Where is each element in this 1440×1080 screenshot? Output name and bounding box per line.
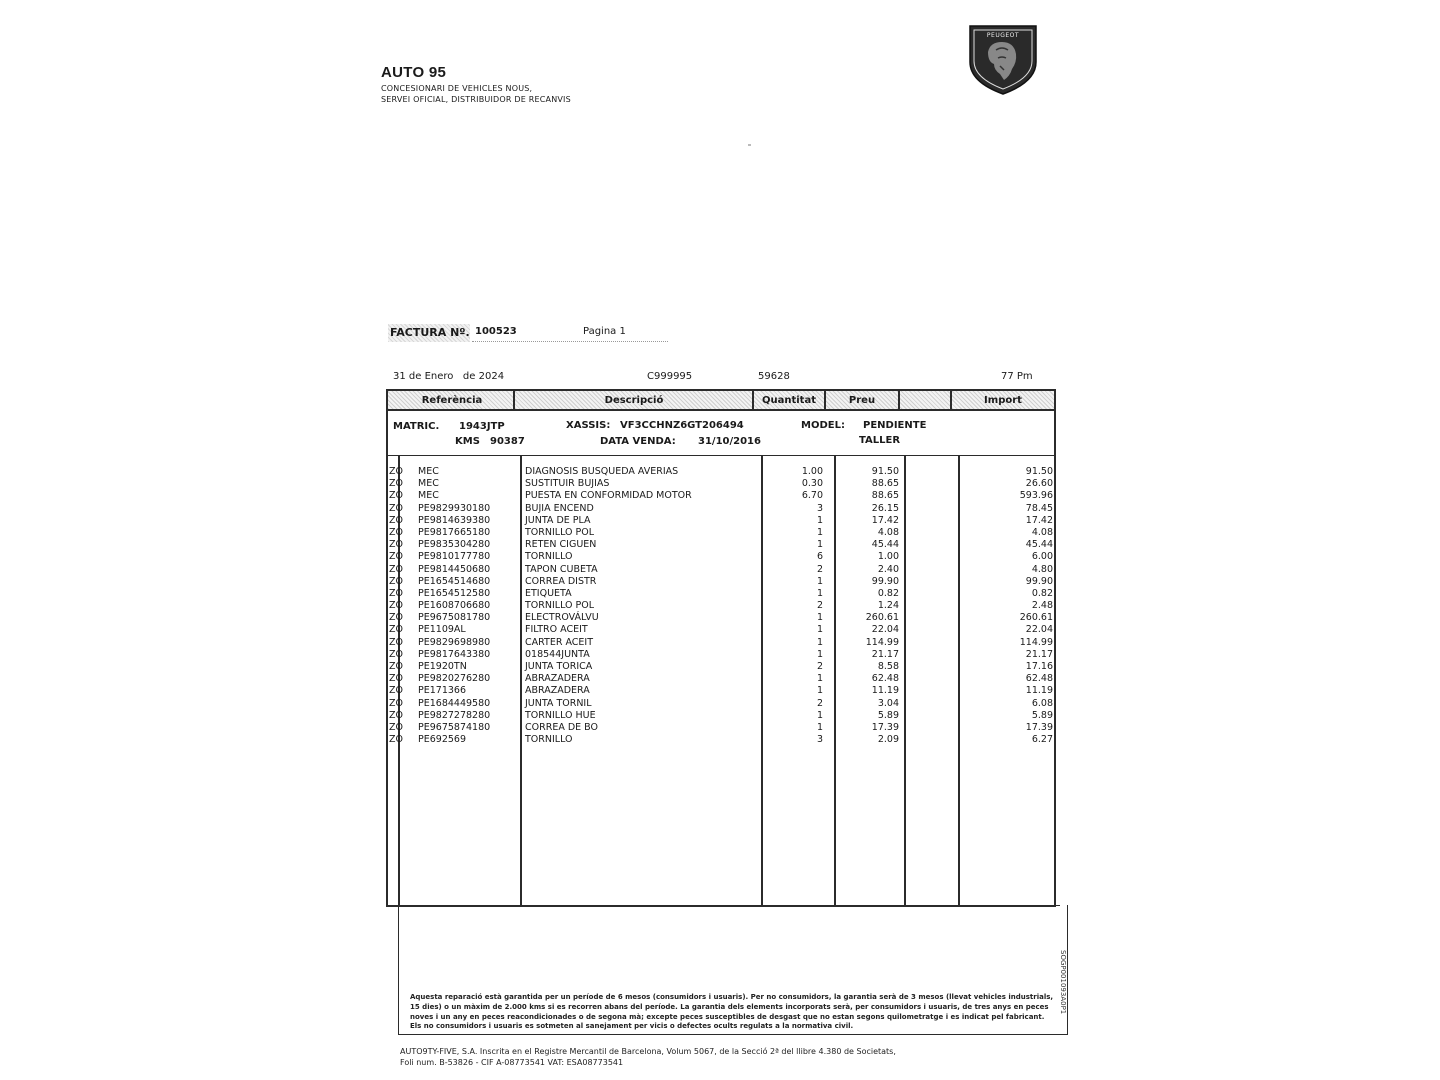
row-price: 0.82 [877, 587, 899, 599]
row-quantity: 2 [816, 600, 823, 612]
row-zone: ZO [389, 514, 403, 526]
row-price: 26.15 [871, 502, 899, 514]
row-quantity: 1 [816, 526, 823, 538]
row-price: 88.65 [871, 478, 899, 490]
row-quantity: 1 [816, 539, 823, 551]
side-code: SOGP001093A0P1 [1059, 950, 1067, 1015]
row-amount: 22.04 [1025, 624, 1053, 636]
table-row [389, 698, 1055, 710]
row-zone: ZO [389, 490, 403, 502]
footer-line-2: Foli num. B-53826 - CIF A-08773541 VAT: ESA08773541 [400, 1058, 624, 1067]
row-reference: PE692569 [418, 734, 466, 746]
row-description: DIAGNOSIS BUSQUEDA AVERIAS [525, 466, 679, 477]
row-quantity: 1 [816, 575, 823, 587]
row-zone: ZO [389, 673, 403, 685]
row-amount: 62.48 [1025, 673, 1053, 685]
ref-code: 59628 [758, 371, 790, 382]
row-amount: 114.99 [1019, 636, 1053, 648]
row-amount: 99.90 [1025, 575, 1053, 587]
row-description: TORNILLO [525, 734, 573, 746]
row-reference: PE1109AL [418, 624, 466, 636]
row-description: JUNTA TORNIL [525, 697, 592, 709]
row-zone: ZO [389, 661, 403, 672]
row-amount: 6.27 [1031, 734, 1053, 746]
row-price: 260.61 [865, 612, 899, 624]
row-amount: 78.45 [1025, 502, 1053, 514]
table-row [389, 612, 1055, 624]
company-tagline-1: CONCESIONARI DE VEHICLES NOUS, [381, 84, 533, 93]
row-description: TORNILLO POL [525, 526, 595, 538]
warranty-text: Aquesta reparació està garantida per un període de 6 mesos (consumidors i usuaris). Per no consumidors, la garantia serà de 3 mesos (llevat vehicles industrials, 15 dies) o un màxim de 2.000 kms si es recorren abans del període. La garantia dels elements incorporats serà, per consumidors i usuaris, de tres anys en peces noves i un any en peces reacondicionades o de segona mà; excepte peces susceptibles de desgast que no estan segons quilometratge i es indicat pel fabricant. Els no consumidors i usuaris es sotmeten al sanejament per vicis o defectes ocults regulats a la normativa civil. [410, 993, 1054, 1031]
row-reference: PE9829698980 [418, 636, 491, 648]
table-row [389, 734, 1055, 746]
row-quantity: 1 [816, 624, 823, 636]
model-label: MODEL: [801, 420, 845, 431]
company-name: AUTO 95 [381, 64, 447, 81]
row-reference: PE9829930180 [418, 502, 491, 514]
right-code: 77 Pm [1001, 371, 1033, 382]
row-zone: ZO [389, 685, 403, 697]
dotted-rule [472, 341, 668, 342]
row-amount: 5.89 [1031, 709, 1053, 721]
table-row [389, 661, 1055, 673]
kms-label: KMS [455, 436, 480, 447]
xassis-label: XASSIS: [566, 420, 611, 431]
row-reference: MEC [418, 466, 439, 477]
invoice-number: 100523 [475, 326, 517, 337]
row-zone: ZO [389, 709, 403, 721]
row-description: CORREA DISTR [525, 575, 597, 587]
row-zone: ZO [389, 697, 403, 709]
row-amount: 26.60 [1025, 478, 1053, 490]
row-description: CARTER ACEIT [525, 636, 594, 648]
row-quantity: 3 [816, 502, 823, 514]
row-zone: ZO [389, 551, 403, 563]
row-price: 45.44 [871, 539, 899, 551]
matric-value: 1943JTP [459, 421, 505, 432]
row-amount: 0.82 [1031, 587, 1053, 599]
client-code: C999995 [647, 371, 693, 382]
row-description: ABRAZADERA [525, 685, 590, 697]
row-price: 21.17 [871, 648, 899, 660]
table-row [389, 527, 1055, 539]
row-reference: PE9675081780 [418, 612, 491, 624]
row-zone: ZO [389, 466, 403, 477]
row-price: 22.04 [871, 624, 899, 636]
row-amount: 2.48 [1031, 600, 1053, 612]
row-description: PUESTA EN CONFORMIDAD MOTOR [525, 490, 692, 502]
scan-speck [748, 144, 751, 146]
row-price: 91.50 [871, 466, 899, 477]
row-price: 11.19 [871, 685, 899, 697]
row-quantity: 1 [816, 648, 823, 660]
header-divider [898, 391, 900, 411]
row-reference: PE9810177780 [418, 551, 491, 563]
row-zone: ZO [389, 734, 403, 746]
table-row [389, 600, 1055, 612]
row-amount: 260.61 [1019, 612, 1053, 624]
row-price: 5.89 [877, 709, 899, 721]
row-amount: 6.08 [1031, 697, 1053, 709]
row-quantity: 1 [816, 709, 823, 721]
row-zone: ZO [389, 636, 403, 648]
invoice-date: 31 de Enero de 2024 [393, 371, 505, 382]
row-price: 2.40 [877, 563, 899, 575]
row-description: 018544JUNTA [525, 648, 590, 660]
table-row [389, 624, 1055, 636]
table-row [389, 710, 1055, 722]
row-zone: ZO [389, 563, 403, 575]
header-referencia: Referència [421, 395, 483, 406]
row-reference: PE9817643380 [418, 648, 491, 660]
row-zone: ZO [389, 612, 403, 624]
table-row [389, 539, 1055, 551]
table-row [389, 673, 1055, 685]
row-reference: PE9675874180 [418, 721, 491, 733]
row-description: TORNILLO [525, 551, 573, 563]
table-row [389, 576, 1055, 588]
row-reference: MEC [418, 490, 439, 502]
row-quantity: 2 [816, 697, 823, 709]
row-quantity: 1 [816, 685, 823, 697]
row-description: ETIQUETA [525, 587, 572, 599]
row-quantity: 1 [816, 673, 823, 685]
row-zone: ZO [389, 526, 403, 538]
row-amount: 6.00 [1031, 551, 1053, 563]
header-preu: Preu [848, 395, 876, 406]
row-zone: ZO [389, 587, 403, 599]
table-row [389, 564, 1055, 576]
xassis-value: VF3CCHNZ6GT206494 [620, 420, 744, 431]
row-quantity: 2 [816, 563, 823, 575]
row-zone: ZO [389, 721, 403, 733]
row-quantity: 1 [816, 587, 823, 599]
row-description: TAPON CUBETA [525, 563, 598, 575]
row-reference: PE9814450680 [418, 563, 491, 575]
company-tagline-2: SERVEI OFICIAL, DISTRIBUIDOR DE RECANVIS [381, 95, 571, 104]
row-price: 17.39 [871, 721, 899, 733]
row-reference: PE9835304280 [418, 539, 491, 551]
row-quantity: 1 [816, 612, 823, 624]
row-amount: 593.96 [1019, 490, 1053, 502]
page-number: Pagina 1 [583, 326, 626, 337]
row-reference: PE1920TN [418, 661, 467, 672]
row-amount: 17.42 [1025, 514, 1053, 526]
row-price: 88.65 [871, 490, 899, 502]
row-price: 1.24 [877, 600, 899, 612]
row-quantity: 6 [816, 551, 823, 563]
row-amount: 11.19 [1025, 685, 1053, 697]
row-zone: ZO [389, 624, 403, 636]
row-description: CORREA DE BO [525, 721, 598, 733]
table-row [389, 478, 1055, 490]
model-value: PENDIENTE [863, 420, 927, 431]
line-items [389, 466, 1055, 746]
row-reference: PE171366 [418, 685, 466, 697]
data-venda-value: 31/10/2016 [698, 436, 761, 447]
row-price: 4.08 [877, 526, 899, 538]
taller-label: TALLER [859, 435, 901, 446]
row-amount: 17.39 [1025, 721, 1053, 733]
row-price: 99.90 [871, 575, 899, 587]
row-price: 2.09 [877, 734, 899, 746]
table-row [389, 490, 1055, 502]
row-price: 114.99 [865, 636, 899, 648]
header-import: Import [984, 395, 1022, 406]
row-description: JUNTA DE PLA [525, 514, 591, 526]
row-reference: PE1684449580 [418, 697, 491, 709]
row-amount: 17.16 [1025, 661, 1053, 672]
table-row [389, 637, 1055, 649]
row-price: 62.48 [871, 673, 899, 685]
row-quantity: 1.00 [801, 466, 823, 477]
table-row [389, 466, 1055, 478]
row-zone: ZO [389, 539, 403, 551]
row-reference: MEC [418, 478, 439, 490]
header-descripcio: Descripció [604, 395, 664, 406]
row-amount: 21.17 [1025, 648, 1053, 660]
info-divider [388, 455, 1054, 456]
row-description: ABRAZADERA [525, 673, 590, 685]
row-description: ELECTROVÁLVU [525, 612, 599, 624]
table-row [389, 515, 1055, 527]
lion-shield-icon [966, 22, 1040, 96]
footer-line-1: AUTO9TY-FIVE, S.A. Inscrita en el Registre Mercantil de Barcelona, Volum 5067, de la Secció 2ª del llibre 4.380 de Societats, [400, 1047, 896, 1056]
row-amount: 4.80 [1031, 563, 1053, 575]
row-price: 1.00 [877, 551, 899, 563]
row-reference: PE9827278280 [418, 709, 491, 721]
row-zone: ZO [389, 478, 403, 490]
table-row [389, 588, 1055, 600]
kms-value: 90387 [490, 436, 525, 447]
row-description: TORNILLO HUE [525, 709, 596, 721]
row-price: 8.58 [877, 661, 899, 672]
invoice-label: FACTURA Nº. [388, 324, 470, 342]
row-zone: ZO [389, 648, 403, 660]
row-quantity: 6.70 [801, 490, 823, 502]
row-quantity: 0.30 [801, 478, 823, 490]
row-zone: ZO [389, 502, 403, 514]
row-description: SUSTITUIR BUJIAS [525, 478, 610, 490]
row-description: BUJIA ENCEND [525, 502, 594, 514]
row-amount: 4.08 [1031, 526, 1053, 538]
row-quantity: 1 [816, 721, 823, 733]
row-description: JUNTA TORICA [525, 661, 593, 672]
row-zone: ZO [389, 575, 403, 587]
row-quantity: 1 [816, 636, 823, 648]
row-description: TORNILLO POL [525, 600, 595, 612]
row-quantity: 3 [816, 734, 823, 746]
row-reference: PE9814639380 [418, 514, 491, 526]
footer [400, 1046, 896, 1068]
row-reference: PE1608706680 [418, 600, 491, 612]
table-row [389, 649, 1055, 661]
header-quantitat: Quantitat [761, 395, 816, 406]
data-venda-label: DATA VENDA: [600, 436, 676, 447]
row-zone: ZO [389, 600, 403, 612]
row-quantity: 2 [816, 661, 823, 672]
row-reference: PE9817665180 [418, 526, 491, 538]
logo-text: PEUGEOT [986, 32, 1020, 39]
row-price: 17.42 [871, 514, 899, 526]
row-amount: 91.50 [1025, 466, 1053, 477]
row-reference: PE1654512580 [418, 587, 491, 599]
row-amount: 45.44 [1025, 539, 1053, 551]
table-row [389, 551, 1055, 563]
matric-label: MATRIC. [393, 421, 440, 432]
row-reference: PE9820276280 [418, 673, 491, 685]
table-row [389, 685, 1055, 697]
row-price: 3.04 [877, 697, 899, 709]
table-row [389, 503, 1055, 515]
row-quantity: 1 [816, 514, 823, 526]
row-reference: PE1654514680 [418, 575, 491, 587]
table-row [389, 722, 1055, 734]
row-description: RETEN CIGUEN [525, 539, 597, 551]
row-description: FILTRO ACEIT [525, 624, 588, 636]
